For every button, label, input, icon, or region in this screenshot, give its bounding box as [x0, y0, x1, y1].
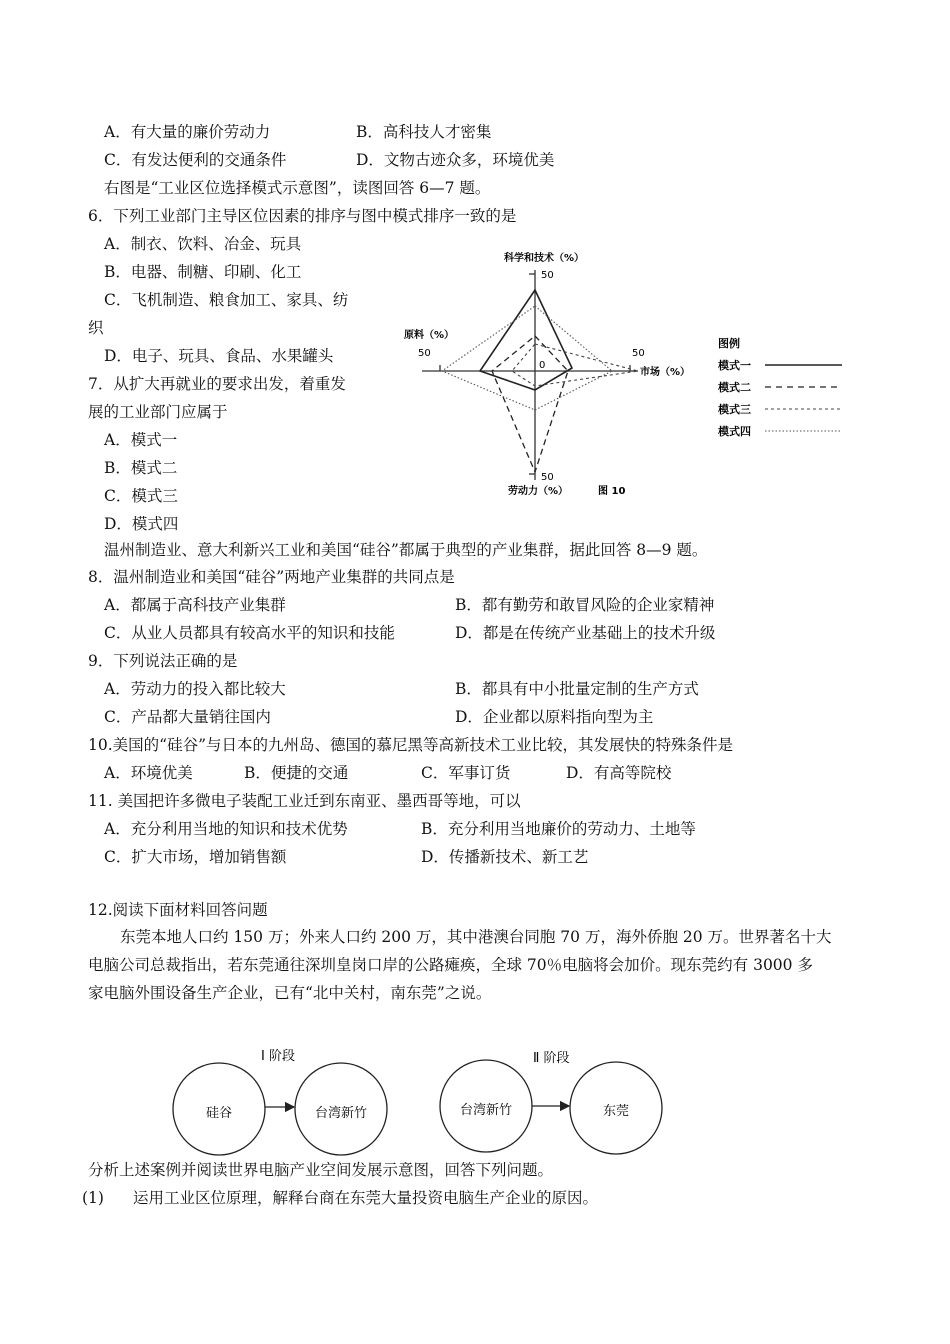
- model-4-polygon: [442, 306, 612, 410]
- q7-option-b: B．模式二: [104, 459, 178, 477]
- tick-bottom: 50: [541, 472, 554, 483]
- q9-option-a: A．劳动力的投入都比较大: [104, 680, 286, 698]
- q6-option-c-cont: 织: [88, 319, 104, 337]
- q7-option-c: C．模式三: [104, 487, 178, 505]
- q12-sub1-question: 运用工业区位原理，解释台商在东莞大量投资电脑生产企业的原因。: [133, 1189, 599, 1207]
- q6-option-d: D．电子、玩具、食品、水果罐头: [104, 347, 334, 365]
- axis-bottom-label: 劳动力（%）: [508, 486, 569, 497]
- stage-2-label: Ⅱ 阶段: [533, 1051, 570, 1066]
- legend-model-1-label: 模式一: [718, 359, 751, 372]
- q12-sub1-number: (1): [82, 1189, 104, 1207]
- tick-left: 50: [418, 348, 431, 359]
- q12-paragraph-line-2: 电脑公司总裁指出，若东莞通往深圳皇岗口岸的公路瘫痪，全球 70％电脑将会加价。现东莞约有 3000 多: [88, 956, 813, 974]
- q10-option-c: C．军事订货: [421, 764, 511, 782]
- q8-option-d: D．都是在传统产业基础上的技术升级: [455, 624, 716, 642]
- q12-paragraph-line-3: 家电脑外围设备生产企业，已有“北中关村，南东莞”之说。: [88, 984, 492, 1002]
- model-2-polygon: [492, 336, 568, 472]
- figure-caption: 图 10: [598, 486, 626, 497]
- figure-10-location-models: [400, 240, 860, 505]
- q6-option-c: C．飞机制造、粮食加工、家具、纺: [104, 291, 349, 309]
- q5-option-b: B．高科技人才密集: [356, 123, 492, 141]
- axis-right-label: 市场（%）: [640, 367, 691, 378]
- q6-stem: 6．下列工业部门主导区位因素的排序与图中模式排序一致的是: [88, 207, 517, 225]
- q12-paragraph-line-1: 东莞本地人口约 150 万；外来人口约 200 万，其中港澳台同胞 70 万，海外侨胞 20 万。世界著名十大: [120, 928, 832, 946]
- model-1-polygon: [480, 290, 572, 390]
- q9-option-c: C．产品都大量销往国内: [104, 708, 271, 726]
- origin-label: 0: [539, 360, 546, 371]
- label-dongguan: 东莞: [602, 1104, 630, 1119]
- label-hsinchu-1: 台湾新竹: [314, 1106, 368, 1121]
- q11-option-a: A．充分利用当地的知识和技术优势: [104, 820, 348, 838]
- q9-stem: 9．下列说法正确的是: [88, 652, 238, 670]
- q8-option-c: C．从业人员都具有较高水平的知识和技能: [104, 624, 395, 642]
- q10-option-d: D．有高等院校: [566, 764, 672, 782]
- q11-option-c: C．扩大市场，增加销售额: [104, 848, 287, 866]
- q11-stem: 11. 美国把许多微电子装配工业迁到东南亚、墨西哥等地，可以: [88, 792, 521, 810]
- legend-title: 图例: [718, 337, 740, 350]
- model-3-polygon: [512, 344, 638, 386]
- q5-option-a: A．有大量的廉价劳动力: [104, 123, 271, 141]
- q6-option-a: A．制衣、饮料、冶金、玩具: [104, 235, 302, 253]
- axis-top-label: 科学和技术（%）: [504, 253, 585, 264]
- q8-stem: 8．温州制造业和美国“硅谷”两地产业集群的共同点是: [88, 568, 455, 586]
- legend-model-3-label: 模式三: [718, 403, 751, 416]
- q7-option-a: A．模式一: [104, 431, 178, 449]
- q5-option-d: D．文物古迹众多，环境优美: [356, 151, 555, 169]
- q12-stem: 12.阅读下面材料回答问题: [88, 901, 268, 919]
- q8-option-a: A．都属于高科技产业集群: [104, 596, 286, 614]
- q7-stem-cont: 展的工业部门应属于: [88, 403, 228, 421]
- legend-model-4-label: 模式四: [718, 425, 751, 438]
- q5-option-c: C．有发达便利的交通条件: [104, 151, 287, 169]
- stage-1-label: Ⅰ 阶段: [261, 1049, 295, 1064]
- q9-option-d: D．企业都以原料指向型为主: [455, 708, 654, 726]
- intro-8-9: 温州制造业、意大利新兴工业和美国“硅谷”都属于典型的产业集群，据此回答 8—9 题。: [104, 541, 708, 559]
- q7-option-d: D．模式四: [104, 515, 179, 533]
- label-hsinchu-2: 台湾新竹: [459, 1103, 513, 1118]
- q10-option-b: B．便捷的交通: [244, 764, 349, 782]
- q12-after-diagram: 分析上述案例并阅读世界电脑产业空间发展示意图，回答下列问题。: [88, 1161, 554, 1179]
- label-silicon-valley: 硅谷: [205, 1106, 233, 1121]
- q11-option-d: D．传播新技术、新工艺: [421, 848, 589, 866]
- q8-option-b: B．都有勤劳和敢冒风险的企业家精神: [455, 596, 715, 614]
- pc-industry-stage-diagram: [150, 1040, 690, 1170]
- tick-right: 50: [632, 348, 645, 359]
- tick-top: 50: [541, 270, 554, 281]
- q10-option-a: A．环境优美: [104, 764, 193, 782]
- axis-left-label: 原料（%）: [404, 330, 455, 341]
- q6-option-b: B．电器、制糖、印刷、化工: [104, 263, 302, 281]
- q7-stem: 7．从扩大再就业的要求出发，着重发: [88, 375, 346, 393]
- q11-option-b: B．充分利用当地廉价的劳动力、土地等: [421, 820, 696, 838]
- q10-stem: 10.美国的“硅谷”与日本的九州岛、德国的慕尼黑等高新技术工业比较，其发展快的特殊条件是: [88, 736, 734, 754]
- intro-6-7: 右图是“工业区位选择模式示意图”，读图回答 6—7 题。: [104, 179, 491, 197]
- q9-option-b: B．都具有中小批量定制的生产方式: [455, 680, 699, 698]
- legend-model-2-label: 模式二: [718, 381, 751, 394]
